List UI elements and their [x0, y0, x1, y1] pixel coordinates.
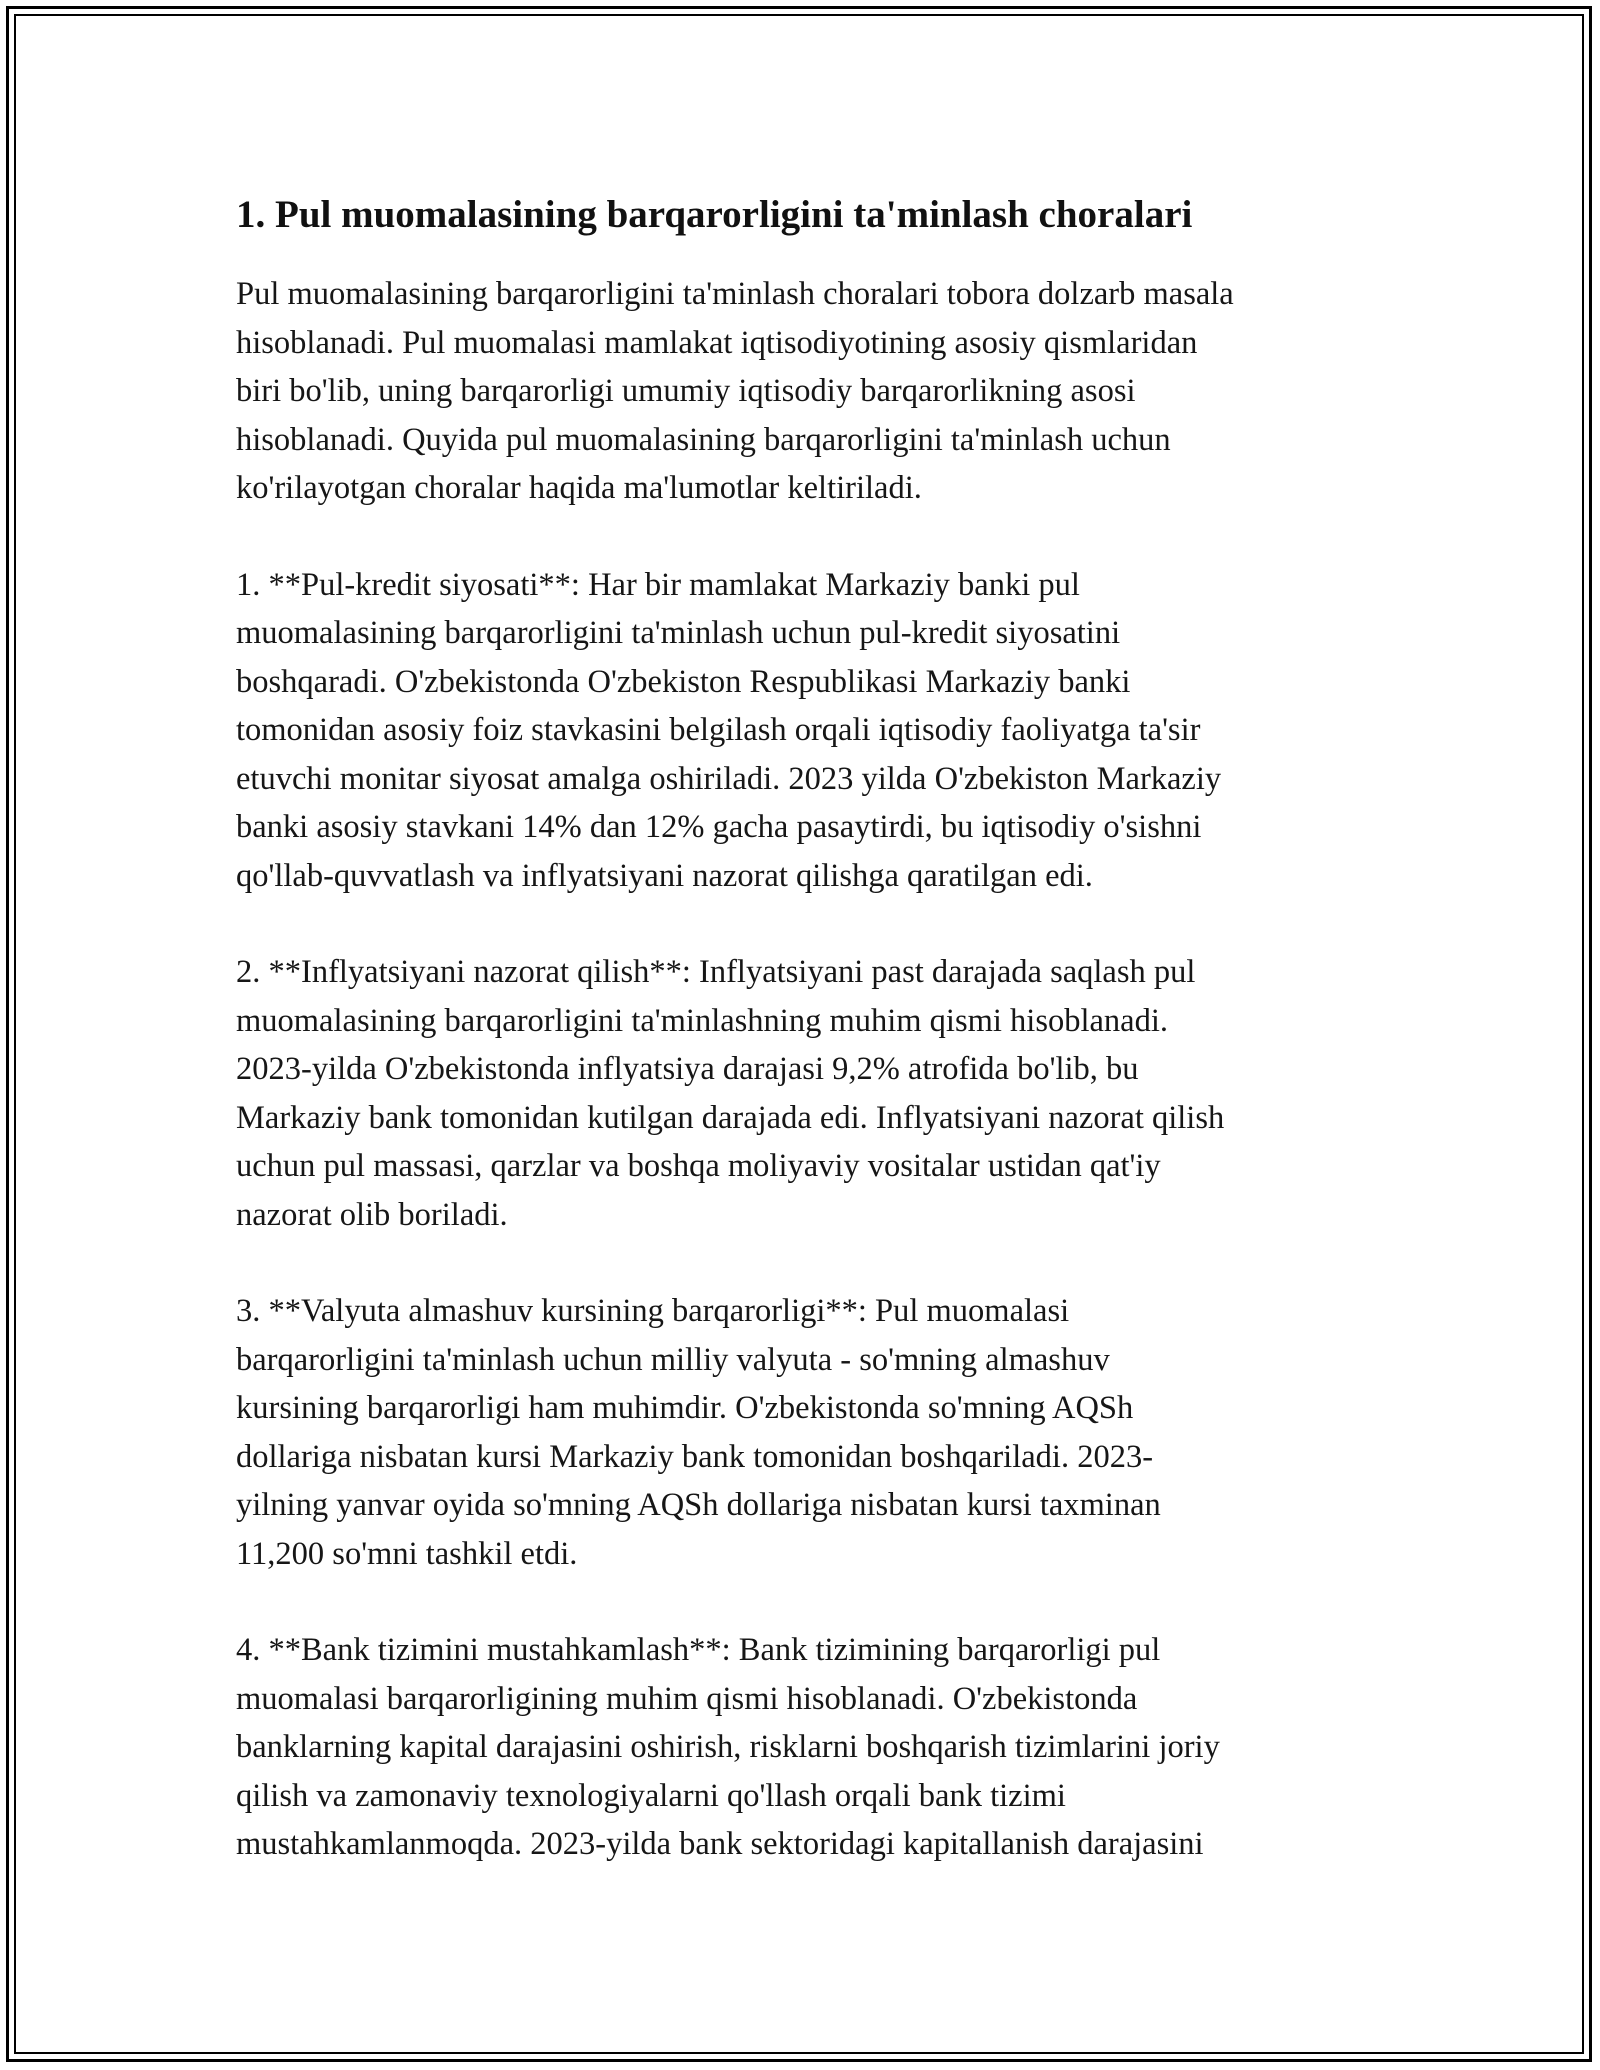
document-body [236, 182, 1396, 1917]
text-line: Markaziy bank tomonidan kutilgan darajada edi. Inflyatsiyani nazorat qilish [236, 1099, 1225, 1136]
text-line: 11,200 so'mni tashkil etdi. [236, 1535, 578, 1572]
text-line: 2023-yilda O'zbekistonda inflyatsiya darajasi 9,2% atrofida bo'lib, bu [236, 1051, 1139, 1087]
text-line: 3. **Valyuta almashuv kursining barqarorligi**: Pul muomalasi [236, 1293, 1070, 1329]
text-line: Pul muomalasining barqarorligini ta'minlash choralari tobora dolzarb masala [236, 276, 1234, 312]
text-line: hisoblanadi. Pul muomalasi mamlakat iqtisodiyotining asosiy qismlaridan [236, 324, 1198, 361]
text-line: boshqaradi. O'zbekistonda O'zbekiston Respublikasi Markaziy banki [236, 663, 1131, 700]
text-line: etuvchi monitar siyosat amalga oshiriladi. 2023 yilda O'zbekiston Markaziy [236, 760, 1222, 797]
text-line: kursining barqarorligi ham muhimdir. O'zbekistonda so'mning AQSh [236, 1390, 1134, 1426]
text-line: ko'rilayotgan choralar haqida ma'lumotlar keltiriladi. [236, 470, 922, 506]
text-line: tomonidan asosiy foiz stavkasini belgilash orqali iqtisodiy faoliyatga ta'sir [236, 712, 1201, 748]
text-line: 4. **Bank tizimini mustahkamlash**: Bank tizimining barqarorligi pul [236, 1632, 1161, 1668]
text-line: yilning yanvar oyida so'mning AQSh dollariga nisbatan kursi taxminan [236, 1487, 1161, 1523]
text-line: 2. **Inflyatsiyani nazorat qilish**: Inflyatsiyani past darajada saqlash pul [236, 954, 1196, 990]
text-line: mustahkamlanmoqda. 2023-yilda bank sektoridagi kapitallanish darajasini [236, 1826, 1204, 1862]
banking-system-paragraph [236, 1626, 1396, 1869]
text-line: 1. **Pul-kredit siyosati**: Har bir mamlakat Markaziy banki pul [236, 566, 1080, 603]
text-line: banklarning kapital darajasini oshirish, risklarni boshqarish tizimlarini joriy [236, 1729, 1220, 1765]
section-heading: 1. Pul muomalasining barqarorligini ta'minlash choralari [236, 193, 1193, 236]
text-line: banki asosiy stavkani 14% dan 12% gacha pasaytirdi, bu iqtisodiy o'sishni [236, 809, 1202, 845]
intro-paragraph [236, 270, 1396, 513]
text-line: barqarorligini ta'minlash uchun milliy valyuta - so'mning almashuv [236, 1341, 1110, 1378]
text-line: hisoblanadi. Quyida pul muomalasining barqarorligini ta'minlash uchun [236, 421, 1171, 458]
text-line: qo'llab-quvvatlash va inflyatsiyani nazorat qilishga qaratilgan edi. [236, 857, 1093, 894]
exchange-rate-paragraph [236, 1287, 1396, 1578]
text-line: biri bo'lib, uning barqarorligi umumiy iqtisodiy barqarorlikning asosi [236, 373, 1136, 409]
text-line: nazorat olib boriladi. [236, 1196, 508, 1233]
text-line: muomalasining barqarorligini ta'minlashning muhim qismi hisoblanadi. [236, 1002, 1168, 1039]
inflation-control-paragraph [236, 948, 1396, 1239]
text-line: dollariga nisbatan kursi Markaziy bank tomonidan boshqariladi. 2023- [236, 1438, 1154, 1475]
text-line: qilish va zamonaviy texnologiyalarni qo'llash orqali bank tizimi [236, 1777, 1066, 1814]
text-line: uchun pul massasi, qarzlar va boshqa moliyaviy vositalar ustidan qat'iy [236, 1148, 1161, 1184]
monetary-policy-paragraph [236, 561, 1396, 901]
text-line: muomalasi barqarorligining muhim qismi hisoblanadi. O'zbekistonda [236, 1680, 1138, 1717]
text-line: muomalasining barqarorligini ta'minlash uchun pul-kredit siyosatini [236, 615, 1121, 651]
